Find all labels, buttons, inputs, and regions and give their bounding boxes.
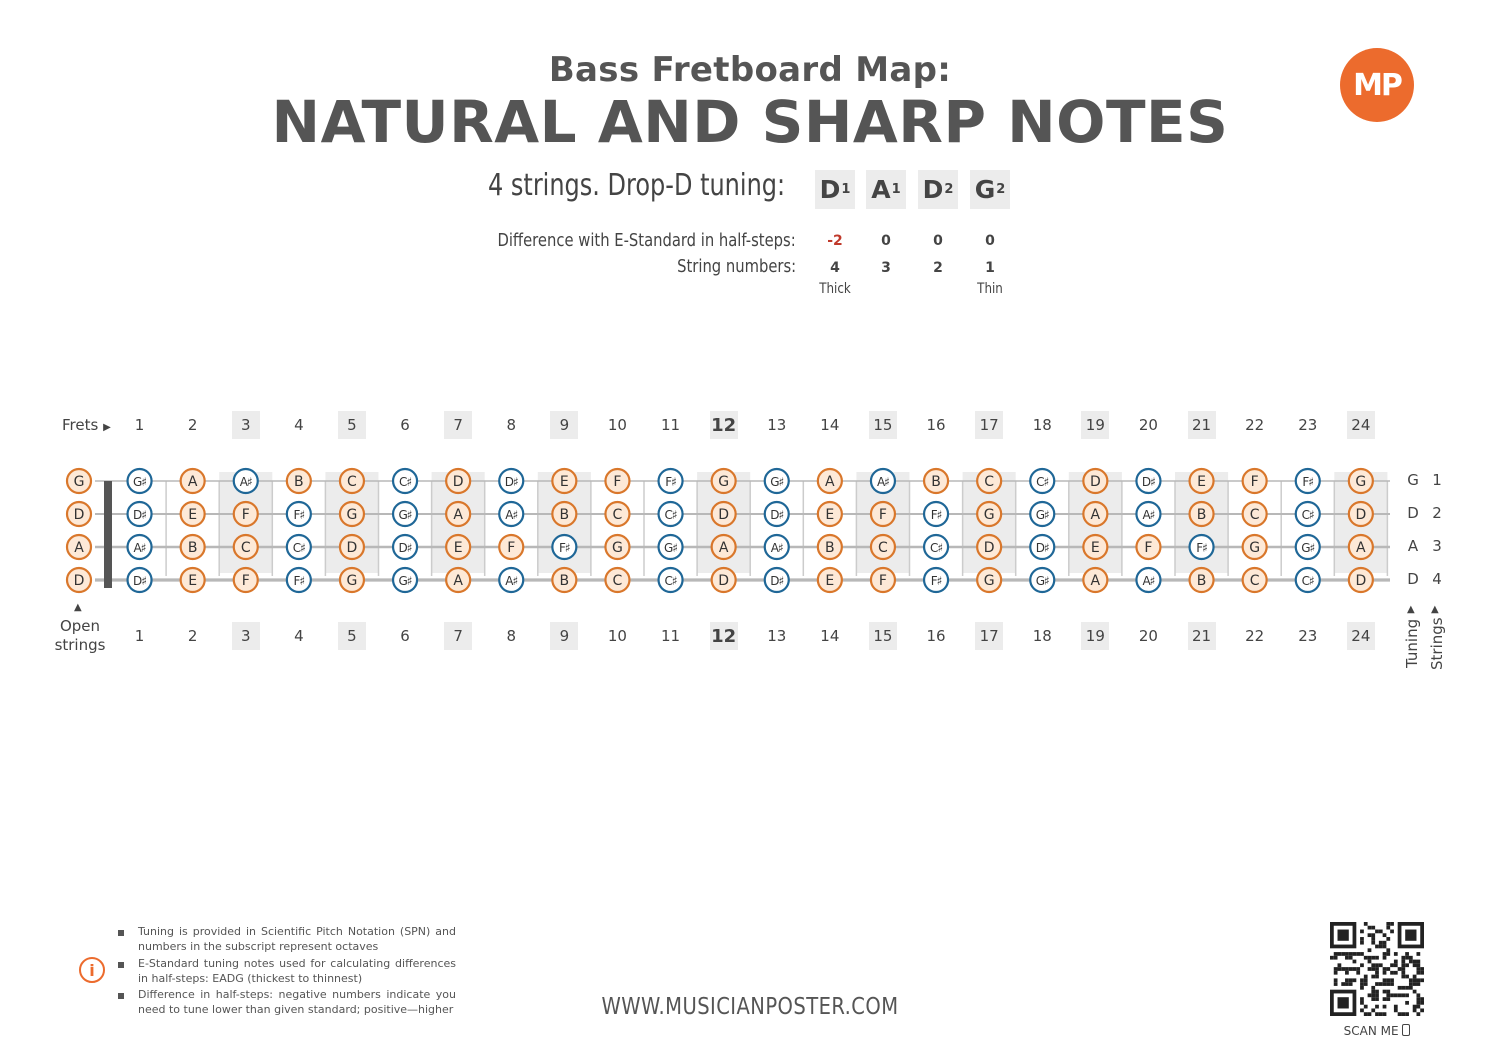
sharp-note xyxy=(499,568,523,592)
sharp-note xyxy=(924,568,948,592)
svg-text:D: D xyxy=(73,573,85,589)
svg-text:G♯: G♯ xyxy=(1035,508,1049,522)
natural-note xyxy=(234,568,258,592)
svg-text:G: G xyxy=(718,474,730,490)
tuning-heading: 4 strings. Drop-D tuning: xyxy=(488,168,786,203)
svg-text:B: B xyxy=(825,540,835,556)
natural-note xyxy=(1136,535,1160,559)
svg-text:C: C xyxy=(878,540,888,556)
sharp-note xyxy=(1296,469,1320,493)
natural-note xyxy=(340,535,364,559)
natural-note xyxy=(605,535,629,559)
fret-number: 22 xyxy=(1245,627,1265,645)
fret-number: 2 xyxy=(187,627,198,645)
natural-note xyxy=(446,568,470,592)
natural-note xyxy=(1083,469,1107,493)
svg-text:B: B xyxy=(187,540,198,556)
svg-text:D♯: D♯ xyxy=(133,574,147,588)
fret-number: 11 xyxy=(661,416,681,434)
svg-text:C: C xyxy=(347,474,357,490)
svg-text:F♯: F♯ xyxy=(1196,541,1207,555)
thin-label: Thin xyxy=(977,281,1003,297)
string-tuning-letter: D xyxy=(1407,504,1419,522)
svg-text:E: E xyxy=(1197,474,1206,490)
fret-number: 21 xyxy=(1188,622,1216,650)
natural-note xyxy=(340,469,364,493)
natural-note xyxy=(605,568,629,592)
svg-text:F: F xyxy=(613,474,622,490)
fret-number: 10 xyxy=(607,416,627,434)
natural-note xyxy=(552,469,576,493)
footnote: Difference in half-steps: negative numbers indicate you need to tune lower than given standard; positive—higher xyxy=(138,988,456,1016)
svg-text:G: G xyxy=(612,540,623,556)
footnote: E-Standard tuning notes used for calculating differences in half-steps: EADG (thickest to thinnest) xyxy=(138,957,456,985)
fret-number: 5 xyxy=(338,411,366,439)
svg-text:C♯: C♯ xyxy=(292,541,305,555)
tuning-axis-label: Tuning xyxy=(1403,618,1421,668)
natural-note xyxy=(605,469,629,493)
svg-text:D: D xyxy=(1355,507,1367,523)
open-string-note xyxy=(67,535,91,559)
svg-text:A: A xyxy=(187,474,198,490)
sharp-note xyxy=(765,568,789,592)
sharp-note xyxy=(287,568,311,592)
open-string-note xyxy=(67,469,91,493)
sharp-note xyxy=(393,502,417,526)
natural-note xyxy=(605,502,629,526)
svg-text:D♯: D♯ xyxy=(133,508,147,522)
svg-text:E: E xyxy=(188,573,198,589)
natural-note xyxy=(1190,469,1214,493)
svg-text:D♯: D♯ xyxy=(770,508,784,522)
fret-number: 15 xyxy=(869,411,897,439)
natural-note xyxy=(340,502,364,526)
fret-number: 13 xyxy=(767,627,787,645)
thick-label: Thick xyxy=(819,281,851,297)
natural-note xyxy=(818,469,842,493)
fret-number: 11 xyxy=(661,627,681,645)
strings-axis-label: Strings xyxy=(1428,617,1446,670)
fretboard xyxy=(0,455,1500,605)
natural-note xyxy=(181,502,205,526)
natural-note xyxy=(818,568,842,592)
fret-number: 3 xyxy=(232,411,260,439)
svg-text:F: F xyxy=(878,573,887,589)
svg-text:G: G xyxy=(983,507,995,523)
tuning-note: G 2 xyxy=(970,170,1010,209)
fret-number: 23 xyxy=(1298,627,1318,645)
svg-text:F: F xyxy=(241,507,250,523)
fret-number: 1 xyxy=(134,416,145,434)
svg-text:C♯: C♯ xyxy=(1036,475,1049,489)
open-string-note xyxy=(67,502,91,526)
svg-text:G♯: G♯ xyxy=(663,541,678,555)
svg-text:C: C xyxy=(612,573,623,589)
svg-text:A: A xyxy=(453,573,463,589)
sharp-note xyxy=(128,535,152,559)
fret-number: 16 xyxy=(926,627,946,645)
natural-note xyxy=(1243,535,1267,559)
svg-text:E: E xyxy=(188,507,198,523)
tuning-note: A 1 xyxy=(866,170,906,209)
natural-note xyxy=(871,502,895,526)
fret-number: 18 xyxy=(1032,627,1052,645)
sharp-note xyxy=(659,469,683,493)
svg-text:A: A xyxy=(453,507,463,523)
sharp-note xyxy=(1296,535,1320,559)
string-tuning-letter: D xyxy=(1407,570,1419,588)
natural-note xyxy=(1349,568,1373,592)
fret-number: 13 xyxy=(767,416,787,434)
sharp-note xyxy=(128,502,152,526)
fret-number: 10 xyxy=(607,627,627,645)
fret-number: 18 xyxy=(1032,416,1052,434)
svg-text:E: E xyxy=(825,507,835,523)
sharp-note xyxy=(287,535,311,559)
natural-note xyxy=(818,535,842,559)
natural-note xyxy=(712,502,736,526)
svg-text:F♯: F♯ xyxy=(558,541,570,555)
string-number: 1 xyxy=(985,260,995,276)
strings-arrow-icon: ▲ xyxy=(1431,604,1439,615)
sharp-note xyxy=(1296,568,1320,592)
natural-note xyxy=(1083,535,1107,559)
natural-note xyxy=(1349,469,1373,493)
svg-text:A♯: A♯ xyxy=(505,574,518,588)
fret-number: 6 xyxy=(400,627,410,645)
fret-number: 20 xyxy=(1138,416,1158,434)
scan-me-label: SCAN ME xyxy=(1330,1024,1424,1038)
sharp-note xyxy=(659,568,683,592)
svg-text:D: D xyxy=(452,474,464,490)
nut xyxy=(104,481,112,588)
svg-text:A♯: A♯ xyxy=(133,541,146,555)
svg-text:G: G xyxy=(346,507,358,523)
svg-text:A: A xyxy=(1090,573,1101,589)
fret-number: 7 xyxy=(444,622,472,650)
string-number: 2 xyxy=(933,260,943,276)
sharp-note xyxy=(287,502,311,526)
svg-text:F♯: F♯ xyxy=(293,508,305,522)
tuning-note: D 2 xyxy=(918,170,958,209)
natural-note xyxy=(712,568,736,592)
fret-number: 21 xyxy=(1188,411,1216,439)
sharp-note xyxy=(659,502,683,526)
fret-number: 12 xyxy=(710,622,738,650)
svg-text:E: E xyxy=(825,573,835,589)
svg-text:A: A xyxy=(1356,540,1366,556)
svg-text:F♯: F♯ xyxy=(665,475,676,489)
svg-text:C♯: C♯ xyxy=(398,475,412,489)
natural-note xyxy=(977,469,1001,493)
svg-text:D: D xyxy=(346,540,358,556)
fret-number: 24 xyxy=(1347,622,1375,650)
sharp-note xyxy=(499,502,523,526)
sharp-note xyxy=(765,469,789,493)
fret-number: 17 xyxy=(975,622,1003,650)
difference-label: Difference with E-Standard in half-steps: xyxy=(497,230,796,251)
fret-number: 8 xyxy=(506,416,517,434)
bullet-icon xyxy=(118,930,124,936)
sharp-note xyxy=(1296,502,1320,526)
fret-number: 9 xyxy=(550,411,578,439)
sharp-note xyxy=(234,469,258,493)
info-icon: i xyxy=(79,957,105,983)
page-title: NATURAL AND SHARP NOTES xyxy=(271,88,1229,156)
svg-text:A: A xyxy=(1090,507,1101,523)
natural-note xyxy=(552,502,576,526)
string-number: 4 xyxy=(830,260,840,276)
svg-text:C♯: C♯ xyxy=(1301,574,1314,588)
open-arrow-icon: ▲ xyxy=(74,602,82,613)
natural-note xyxy=(1083,502,1107,526)
fret-number: 3 xyxy=(232,622,260,650)
fret-number: 2 xyxy=(187,416,198,434)
natural-note xyxy=(234,535,258,559)
fret-number: 22 xyxy=(1245,416,1265,434)
svg-text:F♯: F♯ xyxy=(1302,475,1314,489)
sharp-note xyxy=(393,568,417,592)
string-numbers-label: String numbers: xyxy=(676,256,796,277)
svg-text:C: C xyxy=(240,540,251,556)
fret-number: 17 xyxy=(975,411,1003,439)
fret-number: 24 xyxy=(1347,411,1375,439)
sharp-note xyxy=(1136,502,1160,526)
svg-text:A: A xyxy=(74,540,84,556)
natural-note xyxy=(977,502,1001,526)
sharp-note xyxy=(1030,469,1054,493)
svg-text:B: B xyxy=(559,507,570,523)
natural-note xyxy=(446,535,470,559)
sharp-note xyxy=(499,469,523,493)
sharp-note xyxy=(765,502,789,526)
svg-text:F♯: F♯ xyxy=(293,574,305,588)
natural-note xyxy=(1349,502,1373,526)
natural-note xyxy=(1243,502,1267,526)
natural-note xyxy=(1190,502,1214,526)
svg-text:C♯: C♯ xyxy=(1301,508,1314,522)
svg-text:G: G xyxy=(1355,474,1367,490)
svg-text:D♯: D♯ xyxy=(398,541,412,555)
string-number-label: 3 xyxy=(1432,537,1442,555)
svg-text:G: G xyxy=(983,573,995,589)
fret-number: 23 xyxy=(1298,416,1318,434)
tuning-note: D 1 xyxy=(815,170,855,209)
fret-number: 19 xyxy=(1081,411,1109,439)
sharp-note xyxy=(659,535,683,559)
footnote: Tuning is provided in Scientific Pitch Notation (SPN) and numbers in the subscript represent octaves xyxy=(138,925,456,953)
sharp-note xyxy=(393,535,417,559)
natural-note xyxy=(1190,568,1214,592)
svg-text:G♯: G♯ xyxy=(398,574,412,588)
svg-text:D: D xyxy=(718,507,730,523)
sharp-note xyxy=(1136,568,1160,592)
natural-note xyxy=(1243,469,1267,493)
fret-number: 4 xyxy=(294,627,304,645)
svg-text:G: G xyxy=(73,474,85,490)
natural-note xyxy=(1349,535,1373,559)
svg-text:G♯: G♯ xyxy=(1301,541,1315,555)
open-string-note xyxy=(67,568,91,592)
sharp-note xyxy=(128,469,152,493)
svg-text:A♯: A♯ xyxy=(770,541,783,555)
natural-note xyxy=(924,469,948,493)
svg-text:F: F xyxy=(878,507,887,523)
svg-text:F: F xyxy=(1144,540,1153,556)
bullet-icon xyxy=(118,962,124,968)
svg-text:D: D xyxy=(983,540,995,556)
svg-text:F: F xyxy=(1250,474,1259,490)
svg-text:A♯: A♯ xyxy=(1142,508,1155,522)
natural-note xyxy=(977,568,1001,592)
svg-text:F♯: F♯ xyxy=(930,508,942,522)
natural-note xyxy=(181,535,205,559)
natural-note xyxy=(871,568,895,592)
svg-text:D: D xyxy=(73,507,85,523)
website-link[interactable]: WWW.MUSICIANPOSTER.COM xyxy=(601,994,899,1020)
natural-note xyxy=(499,535,523,559)
svg-text:B: B xyxy=(294,474,304,490)
svg-text:G: G xyxy=(1249,540,1261,556)
svg-text:C♯: C♯ xyxy=(929,541,943,555)
svg-text:D♯: D♯ xyxy=(1035,541,1049,555)
natural-note xyxy=(446,502,470,526)
qr-code-icon[interactable] xyxy=(1330,922,1424,1016)
svg-text:D: D xyxy=(1089,474,1101,490)
fret-number: 9 xyxy=(550,622,578,650)
sharp-note xyxy=(924,535,948,559)
svg-text:C: C xyxy=(612,507,623,523)
svg-text:A♯: A♯ xyxy=(505,508,518,522)
fret-number: 6 xyxy=(400,416,410,434)
sharp-note xyxy=(1030,502,1054,526)
natural-note xyxy=(1083,568,1107,592)
open-strings-label: Open strings xyxy=(54,617,106,654)
svg-text:C♯: C♯ xyxy=(664,508,677,522)
sharp-note xyxy=(765,535,789,559)
sharp-note xyxy=(871,469,895,493)
svg-text:G: G xyxy=(346,573,358,589)
svg-text:C: C xyxy=(984,474,995,490)
svg-text:A♯: A♯ xyxy=(239,475,252,489)
fret-number: 20 xyxy=(1138,627,1158,645)
svg-text:E: E xyxy=(1090,540,1100,556)
string-number-label: 1 xyxy=(1432,471,1442,489)
svg-text:B: B xyxy=(931,474,941,490)
fret-number: 1 xyxy=(134,627,145,645)
svg-text:G♯: G♯ xyxy=(132,475,147,489)
sharp-note xyxy=(924,502,948,526)
fret-number: 4 xyxy=(294,416,304,434)
svg-text:D♯: D♯ xyxy=(1141,475,1155,489)
difference-value: -2 xyxy=(827,233,843,249)
svg-text:A♯: A♯ xyxy=(1142,574,1155,588)
svg-text:D♯: D♯ xyxy=(770,574,784,588)
svg-text:B: B xyxy=(559,573,570,589)
fret-number: 7 xyxy=(444,411,472,439)
fret-number: 14 xyxy=(820,416,840,434)
natural-note xyxy=(871,535,895,559)
natural-note xyxy=(712,469,736,493)
svg-text:C: C xyxy=(1249,573,1260,589)
svg-text:D: D xyxy=(718,573,730,589)
natural-note xyxy=(234,502,258,526)
svg-text:B: B xyxy=(1196,507,1207,523)
svg-text:G♯: G♯ xyxy=(1035,574,1049,588)
sharp-note xyxy=(393,469,417,493)
fret-number: 19 xyxy=(1081,622,1109,650)
subtitle: Bass Fretboard Map: xyxy=(548,50,952,90)
sharp-note xyxy=(552,535,576,559)
svg-text:D♯: D♯ xyxy=(504,475,518,489)
sharp-note xyxy=(1030,568,1054,592)
natural-note xyxy=(340,568,364,592)
natural-note xyxy=(181,568,205,592)
svg-text:G♯: G♯ xyxy=(770,475,784,489)
string-tuning-letter: A xyxy=(1407,537,1419,555)
tuning-arrow-icon: ▲ xyxy=(1407,604,1415,615)
svg-text:C♯: C♯ xyxy=(664,574,677,588)
natural-note xyxy=(818,502,842,526)
svg-text:E: E xyxy=(453,540,463,556)
svg-text:A: A xyxy=(825,474,835,490)
natural-note xyxy=(287,469,311,493)
fret-number: 8 xyxy=(506,627,517,645)
difference-value: 0 xyxy=(985,233,995,249)
string-tuning-letter: G xyxy=(1407,471,1419,489)
fret-number: 5 xyxy=(338,622,366,650)
svg-text:B: B xyxy=(1196,573,1207,589)
sharp-note xyxy=(1136,469,1160,493)
fret-number: 14 xyxy=(820,627,840,645)
phone-icon xyxy=(1402,1024,1410,1036)
fret-number: 16 xyxy=(926,416,946,434)
svg-text:F♯: F♯ xyxy=(930,574,942,588)
logo: MP xyxy=(1340,48,1414,122)
difference-value: 0 xyxy=(933,233,943,249)
string-number: 3 xyxy=(881,260,891,276)
string-number-label: 4 xyxy=(1432,570,1442,588)
svg-text:A♯: A♯ xyxy=(876,475,889,489)
string-number-label: 2 xyxy=(1432,504,1442,522)
svg-text:C: C xyxy=(1249,507,1260,523)
svg-text:F: F xyxy=(507,540,516,556)
natural-note xyxy=(1243,568,1267,592)
sharp-note xyxy=(128,568,152,592)
svg-text:E: E xyxy=(559,474,569,490)
difference-value: 0 xyxy=(881,233,891,249)
natural-note xyxy=(446,469,470,493)
fret-number: 12 xyxy=(710,411,738,439)
natural-note xyxy=(977,535,1001,559)
fret-number: 15 xyxy=(869,622,897,650)
natural-note xyxy=(181,469,205,493)
svg-text:D: D xyxy=(1355,573,1367,589)
natural-note xyxy=(712,535,736,559)
natural-note xyxy=(552,568,576,592)
svg-text:A: A xyxy=(718,540,729,556)
sharp-note xyxy=(1030,535,1054,559)
frets-label: Frets ▶ xyxy=(62,416,111,434)
svg-text:F: F xyxy=(241,573,250,589)
svg-text:G♯: G♯ xyxy=(398,508,412,522)
sharp-note xyxy=(1190,535,1214,559)
